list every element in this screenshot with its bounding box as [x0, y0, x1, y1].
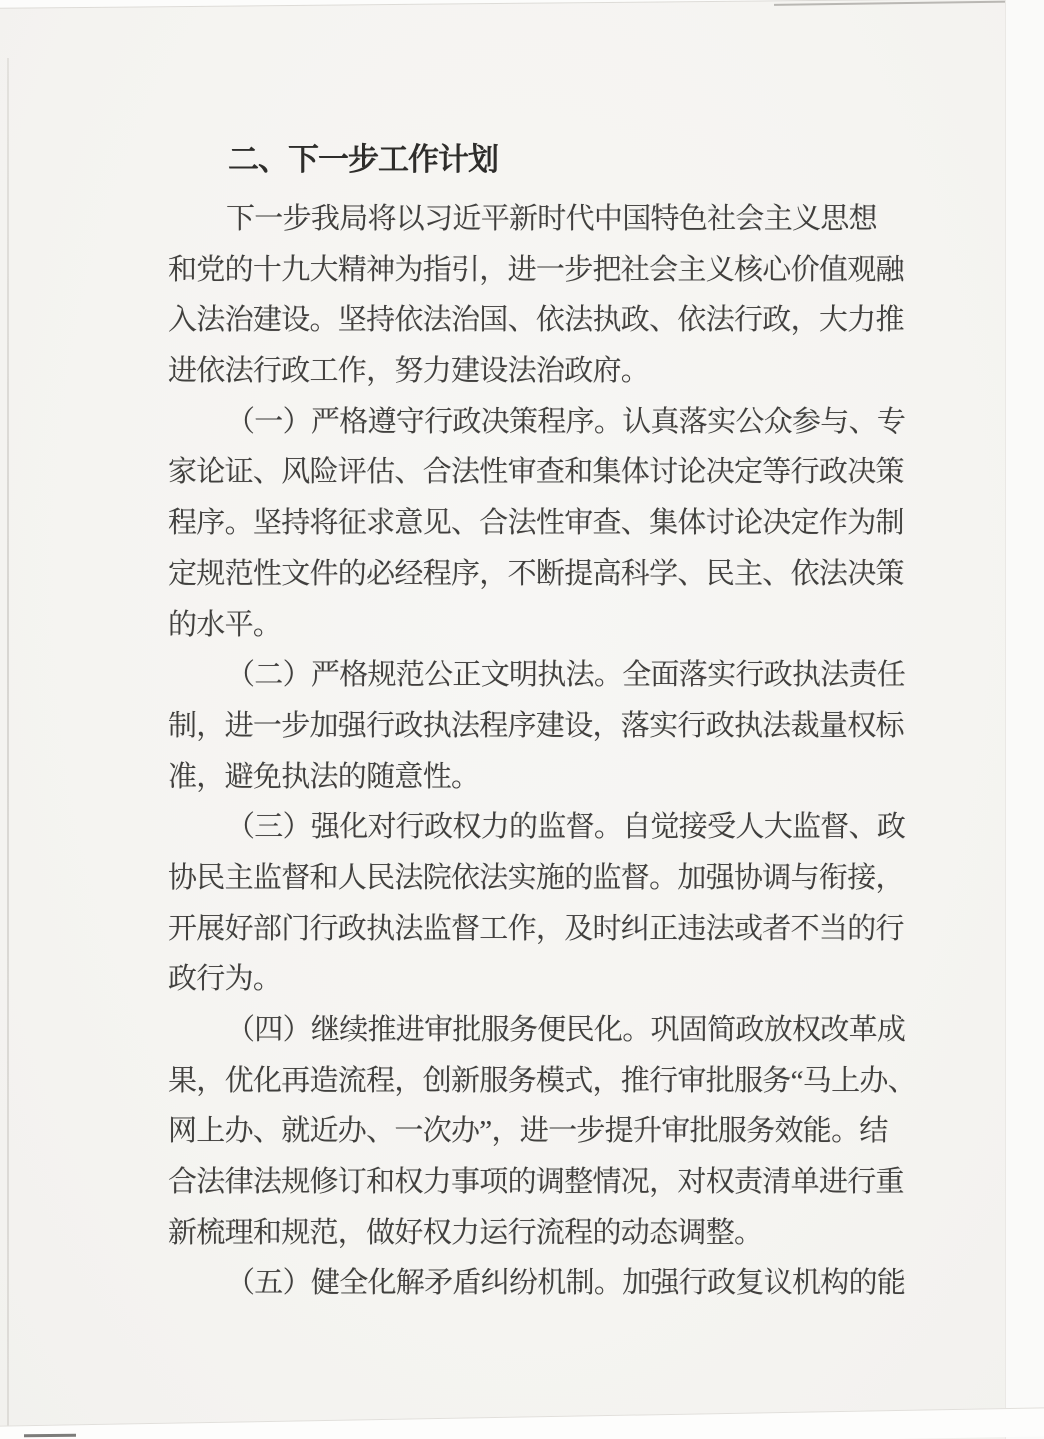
text-line: 新梳理和规范，做好权力运行流程的动态调整。	[168, 1216, 763, 1249]
text-line: （二）严格规范公正文明执法。全面落实行政执法责任	[226, 659, 906, 692]
text-line: 政行为。	[168, 963, 282, 996]
text-line: （三）强化对行政权力的监督。自觉接受人大监督、政	[226, 811, 906, 844]
text-line: 果，优化再造流程，创新服务模式，推行审批服务“马上办、	[168, 1064, 916, 1097]
text-line: 制，进一步加强行政执法程序建设，落实行政执法裁量权标	[168, 709, 904, 742]
text-line: 开展好部门行政执法监督工作，及时纠正违法或者不当的行	[168, 912, 904, 945]
text-line: 网上办、就近办、一次办”，进一步提升审批服务效能。结	[168, 1115, 888, 1148]
text-line: 入法治建设。坚持依法治国、依法执政、依法行政，大力推	[168, 304, 904, 337]
scan-bottom-edge	[0, 1406, 1044, 1439]
document-body	[168, 140, 928, 1309]
text-line: 准，避免执法的随意性。	[168, 760, 480, 793]
text-line: 的水平。	[168, 608, 282, 641]
text-line: 和党的十九大精神为指引，进一步把社会主义核心价值观融	[168, 253, 904, 286]
text-line: 协民主监督和人民法院依法实施的监督。加强协调与衔接，	[168, 861, 904, 894]
scan-bottom-edge-shadow	[24, 1434, 76, 1438]
text-line: 程序。坚持将征求意见、合法性审查、集体讨论决定作为制	[168, 507, 904, 540]
text-line: 家论证、风险评估、合法性审查和集体讨论决定等行政决策	[168, 456, 904, 489]
text-line: （五）健全化解矛盾纠纷机制。加强行政复议机构的能	[226, 1267, 906, 1300]
section-heading: 二、下一步工作计划	[228, 142, 498, 177]
text-line: （四）继续推进审批服务便民化。巩固简政放权改革成	[226, 1014, 906, 1046]
text-line: 定规范性文件的必经程序，不断提高科学、民主、依法决策	[168, 557, 904, 590]
scan-left-edge-line	[7, 58, 9, 1439]
scan-right-edge	[1005, 0, 1044, 1439]
text-line: 进依法行政工作，努力建设法治政府。	[168, 355, 650, 388]
text-line: （一）严格遵守行政决策程序。认真落实公众参与、专	[226, 405, 906, 438]
text-line: 下一步我局将以习近平新时代中国特色社会主义思想	[226, 203, 877, 235]
text-line: 合法律法规修订和权力事项的调整情况，对权责清单进行重	[168, 1166, 904, 1199]
